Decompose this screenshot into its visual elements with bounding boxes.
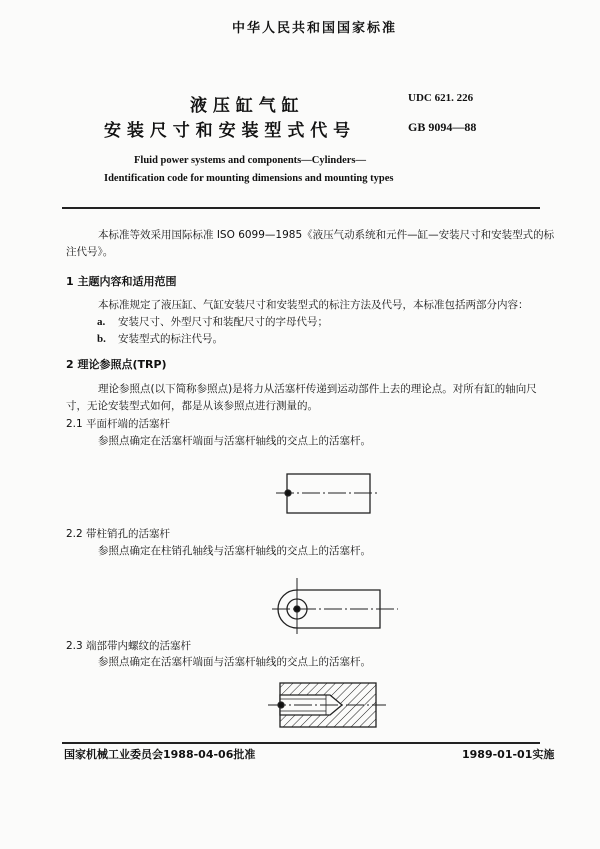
figure-internal-thread-rod <box>268 683 386 727</box>
effective-date: 1989-01-01实施 <box>462 748 555 761</box>
section-2-2-heading: 2.2 带柱销孔的活塞杆 <box>66 528 171 540</box>
english-title-1: Fluid power systems and components—Cylinders— <box>134 155 366 166</box>
section-1-para: 本标准规定了液压缸、气缸安装尺寸和安装型式的标注方法及代号，本标准包括两部分内容： <box>98 299 529 311</box>
section-2-3-heading: 2.3 端部带内螺纹的活塞杆 <box>66 640 192 652</box>
title-line-2: 安 装 尺 寸 和 安 装 型 式 代 号 <box>104 121 351 141</box>
section-2-3-text: 参照点确定在活塞杆端面与活塞杆轴线的交点上的活塞杆。 <box>98 656 371 668</box>
figure-flat-rod-end <box>276 474 380 513</box>
section-2-para-1: 理论参照点(以下简称参照点)是将力从活塞杆传递到运动部件上去的理论点。对所有缸的轴向尺 <box>98 383 537 395</box>
section-2-heading: 2 理论参照点(TRP) <box>66 358 167 371</box>
section-2-2-text: 参照点确定在柱销孔轴线与活塞杆轴线的交点上的活塞杆。 <box>98 545 371 557</box>
approval-date: 国家机械工业委员会1988-04-06批准 <box>64 748 256 761</box>
item-a-label: a. <box>97 316 106 328</box>
item-b-text: 安装型式的标注代号。 <box>118 333 223 345</box>
intro-line-1: 本标准等效采用国际标准 ISO 6099—1985《液压气动系统和元件—缸—安装尺寸和安装型式的标 <box>98 229 555 241</box>
item-b-label: b. <box>97 333 106 345</box>
section-2-para-2: 寸，无论安装型式如何，都是从该参照点进行测量的。 <box>66 400 318 412</box>
english-title-2: Identification code for mounting dimensions and mounting types <box>104 173 394 184</box>
item-a-text: 安装尺寸、外型尺寸和装配尺寸的字母代号； <box>118 316 328 328</box>
section-1-heading: 1 主题内容和适用范围 <box>66 275 177 288</box>
intro-line-2: 注代号》。 <box>66 246 114 258</box>
udc-code: UDC 621. 226 <box>408 92 474 104</box>
title-line-1: 液 压 缸 气 缸 <box>190 96 299 116</box>
footer-rule <box>62 742 540 744</box>
figure-pin-hole-rod <box>272 578 398 634</box>
country-standard-header: 中华人民共和国国家标准 <box>232 21 398 36</box>
section-2-1-heading: 2.1 平面杆端的活塞杆 <box>66 418 171 430</box>
section-2-1-text: 参照点确定在活塞杆端面与活塞杆轴线的交点上的活塞杆。 <box>98 435 371 447</box>
gb-code: GB 9094—88 <box>408 120 477 134</box>
